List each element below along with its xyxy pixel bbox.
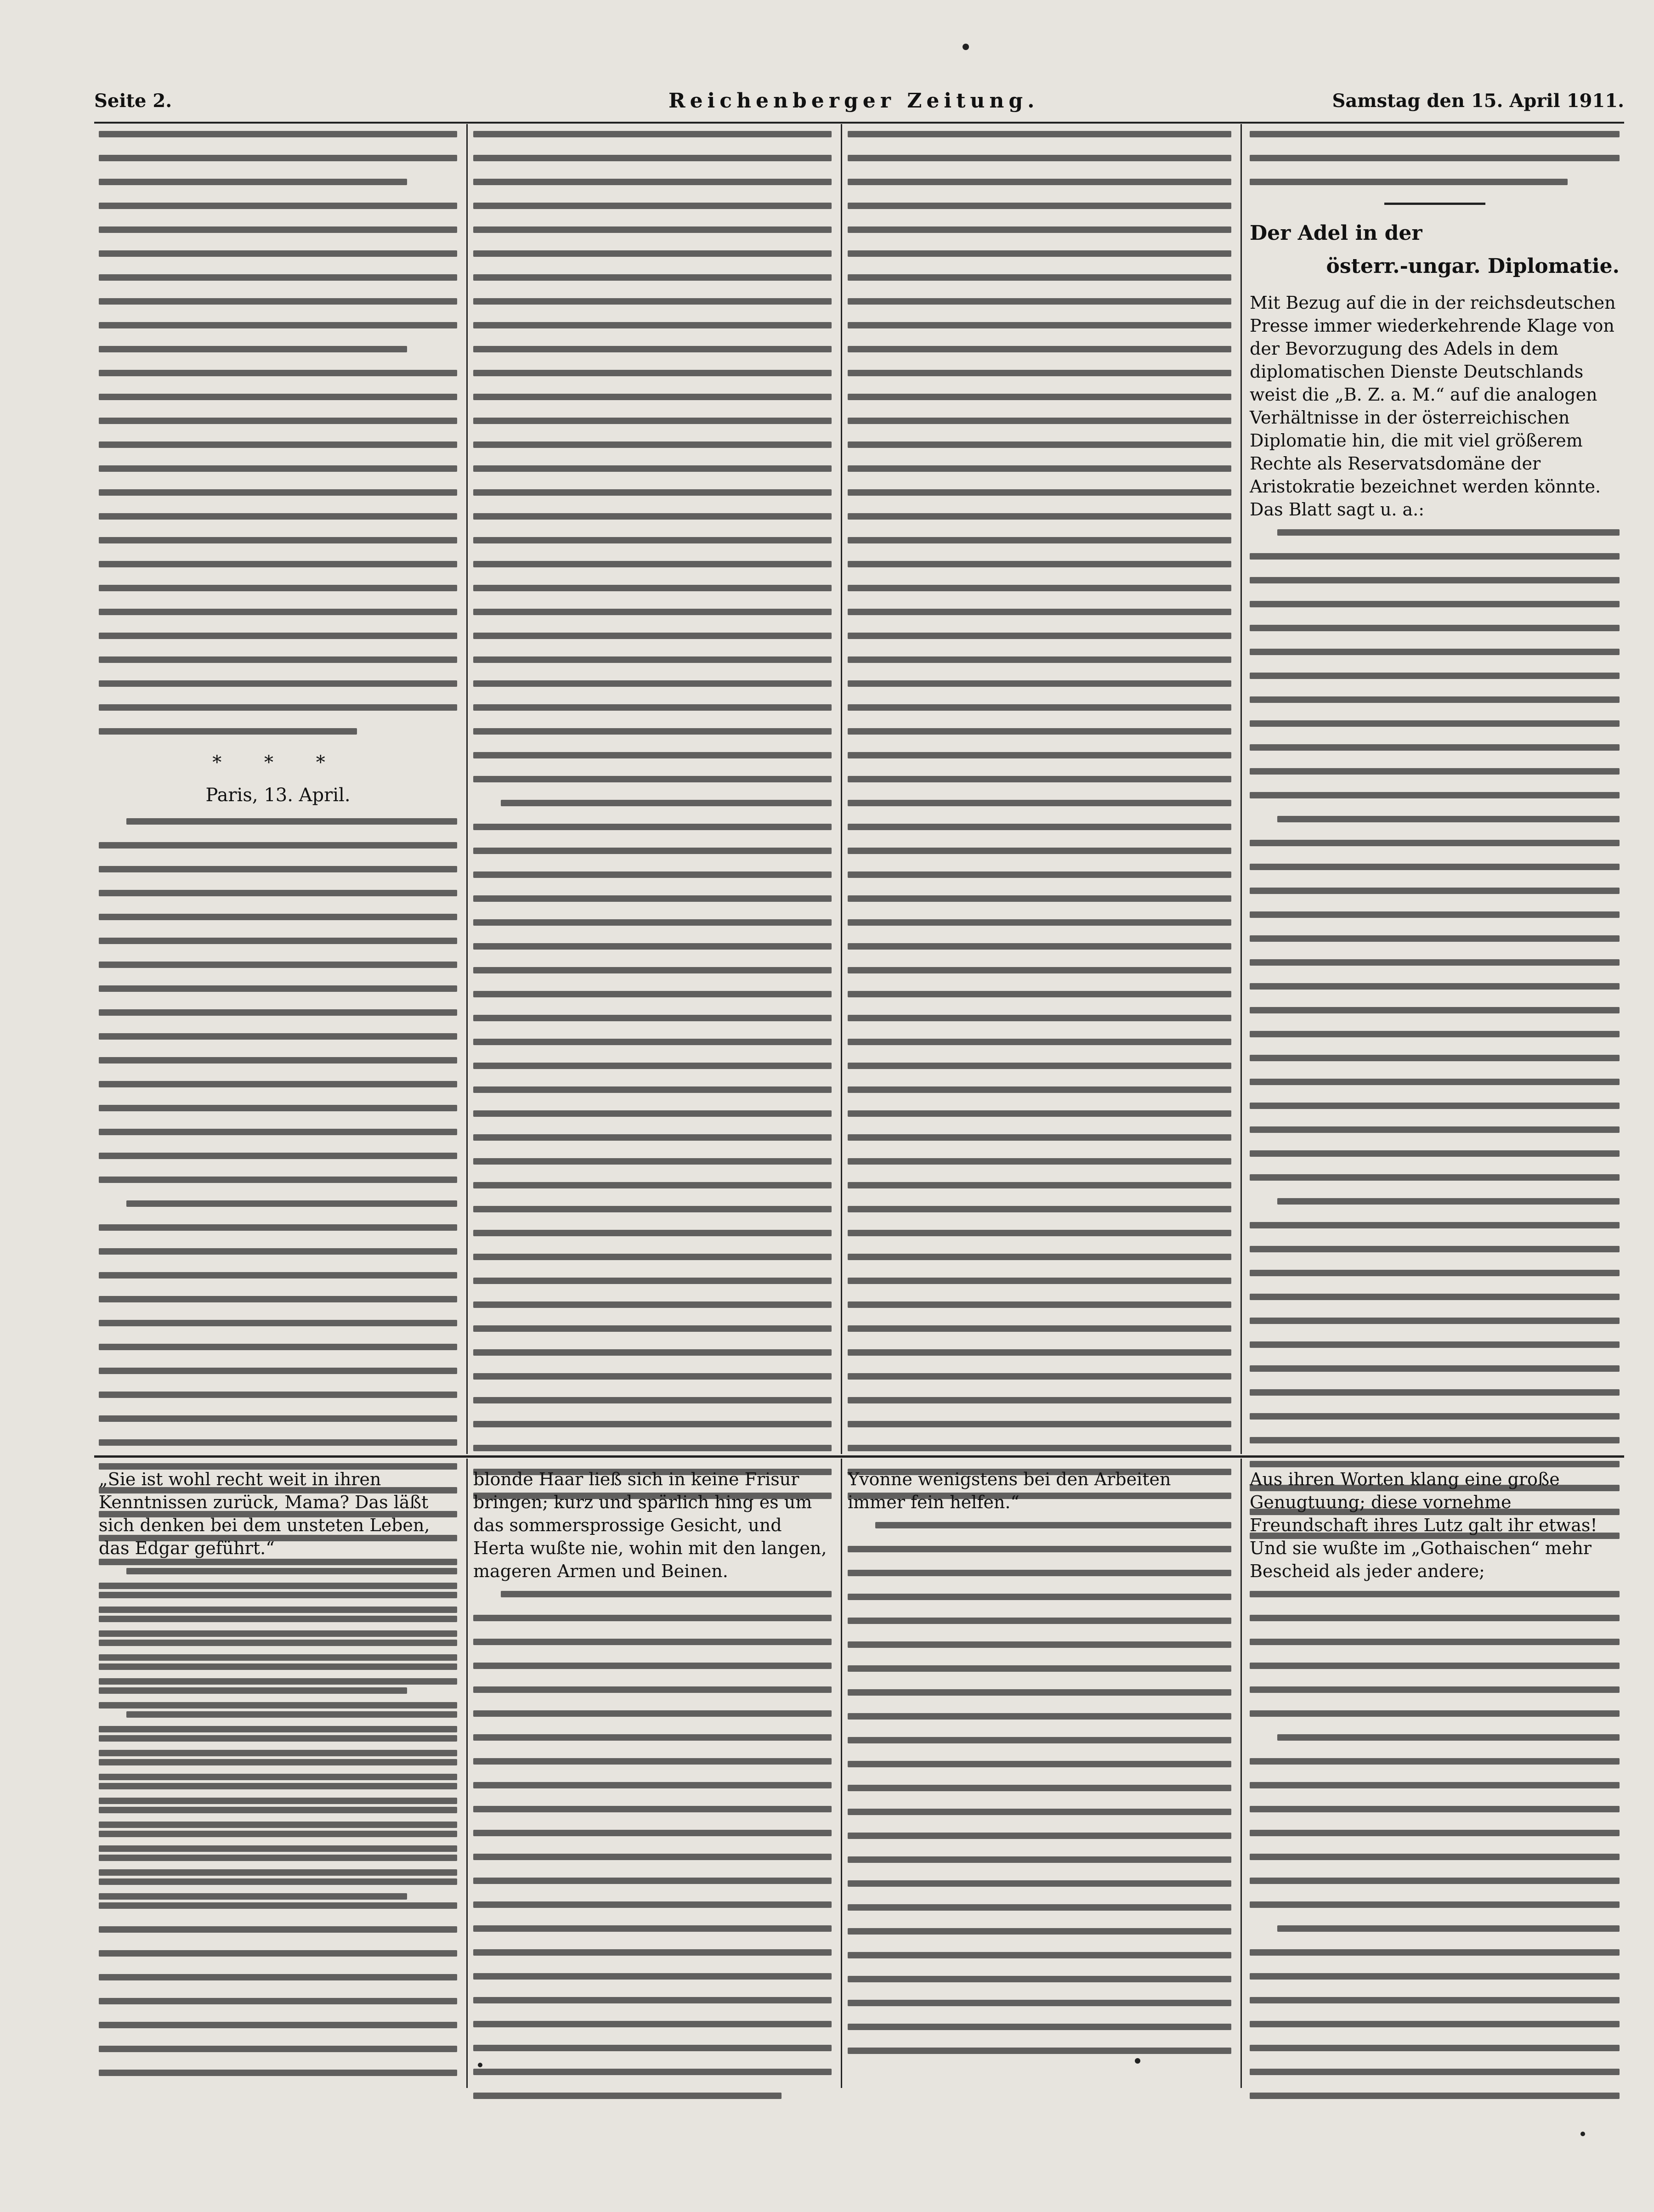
column-divider [1240,1459,1242,2088]
feuilleton-col3-opening: Yvonne wenigstens bei den Arbeiten immer fein helfen.“ [848,1469,1171,1512]
column-divider [466,124,468,1454]
article-title-line1: Der Adel in der [1250,221,1422,245]
article-intro: Mit Bezug auf die in der reichsdeutschen Presse immer wiederkehrende Klage von der Bevorzugung des Adels in dem diplomatischen Dienste Deutschlands weist die „B. Z. a. M.“ auf die analogen Verhältnisse in der österreichischen Diplomatie hin, die mit viel größerem Rechte als Reservatsdomäne der Aristokratie bezeichnet werden könnte. Das Blatt sagt u. a.: [1250,293,1616,520]
print-speck [1135,2058,1140,2064]
column-divider [1240,124,1242,1454]
page-header [94,85,1624,117]
feuilleton-col2-opening: blonde Haar ließ sich in keine Frisur bringen; kurz und spärlich hing es um das sommersprossige Gesicht, und Herta wußte nie, wohin mit den langen, mageren Armen und Beinen. [473,1469,827,1581]
bottom-column-1 [99,1468,457,2093]
print-speck [478,2063,482,2067]
top-column-2 [473,131,832,1516]
top-column-3 [848,131,1231,1516]
column-divider [466,1459,468,2088]
header-rule [94,122,1624,124]
bottom-column-2 [473,1468,832,2116]
article-title-line2: österr.-ungar. Diplomatie. [1326,255,1620,278]
article-separator [1384,203,1485,205]
newspaper-masthead: Reichenberger Zeitung. [668,89,1039,113]
column-divider [841,124,842,1454]
print-speck [1580,2132,1585,2136]
column-divider [841,1459,842,2088]
bottom-column-4 [1250,1468,1620,2116]
section-stars: * * * [212,752,344,773]
bottom-column-3 [848,1468,1231,2071]
feuilleton-col1-opening: „Sie ist wohl recht weit in ihren Kenntnissen zurück, Mama? Das läßt sich denken bei dem unsteten Leben, das Edgar geführt.“ [99,1469,430,1558]
page-number: Seite 2. [94,90,172,112]
dateline-paris: Paris, 13. April. [205,785,351,806]
top-column-4 [1250,131,1620,1556]
issue-date: Samstag den 15. April 1911. [1332,90,1624,112]
feuilleton-col4-opening: Aus ihren Worten klang eine große Genugtuung; diese vornehme Freundschaft ihres Lutz galt ihr etwas! Und sie wußte im „Gothaischen“ mehr Bescheid als jeder andere; [1250,1469,1597,1581]
print-speck [963,44,969,50]
